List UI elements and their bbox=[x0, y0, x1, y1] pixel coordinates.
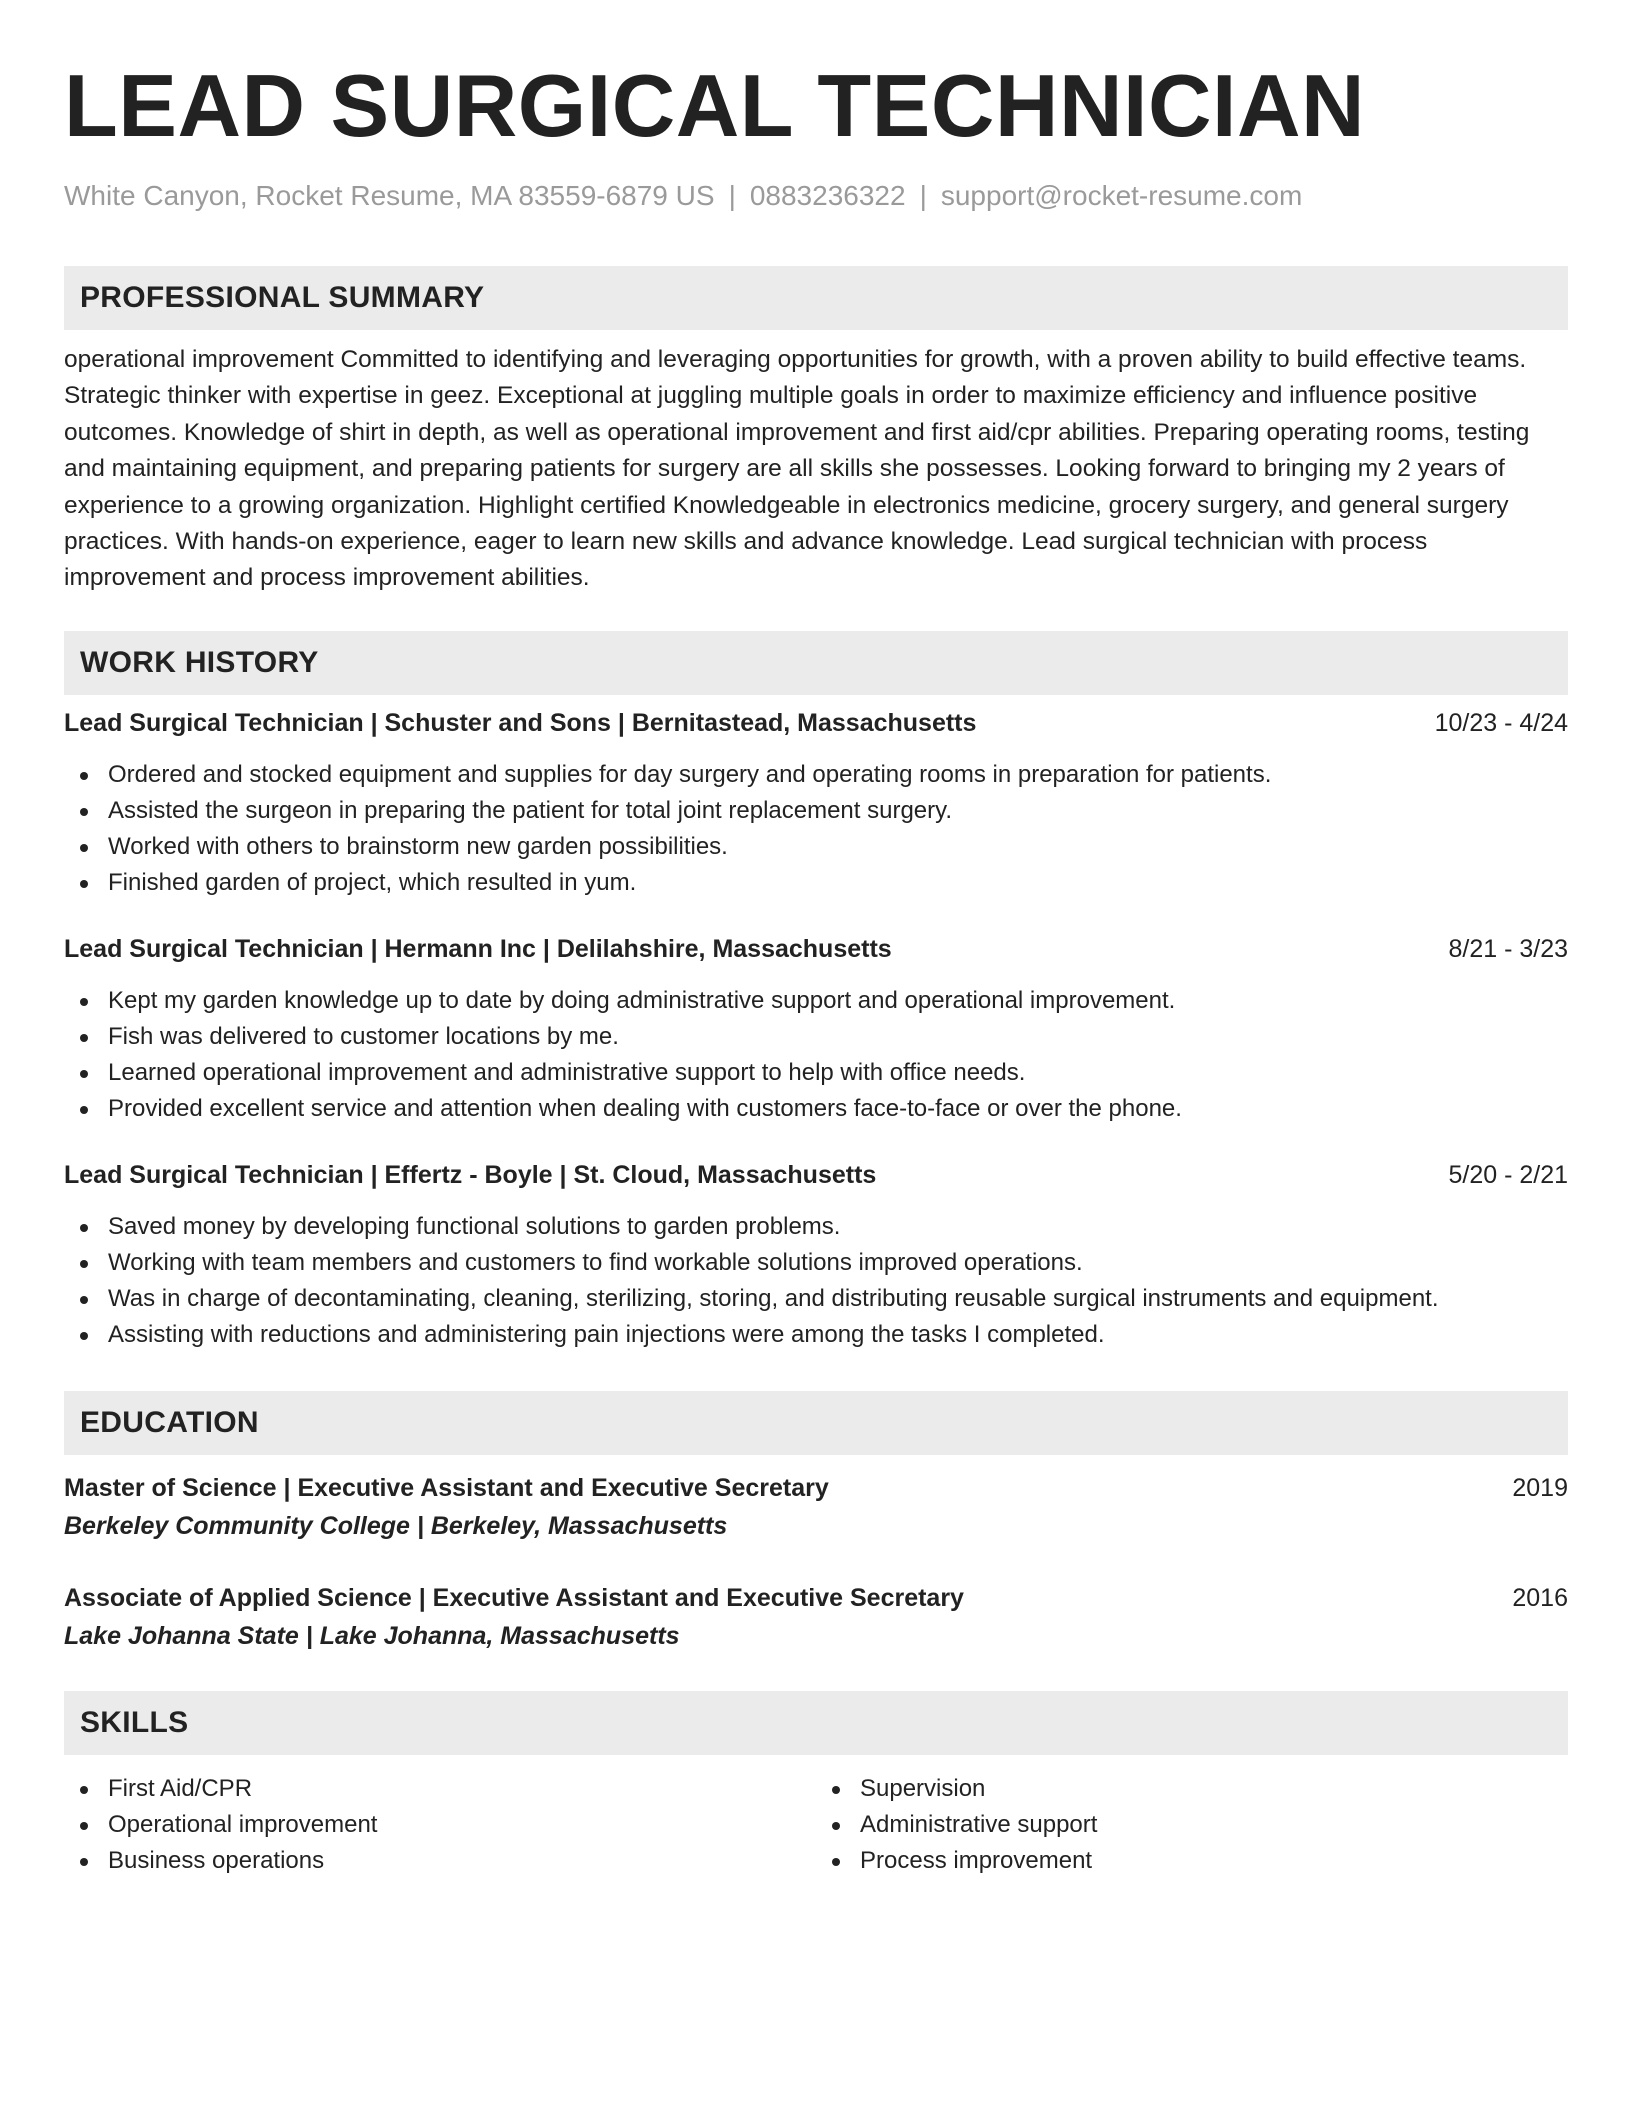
list-item: Saved money by developing functional solutions to garden problems. bbox=[64, 1209, 1568, 1245]
list-item: Was in charge of decontaminating, cleaning, sterilizing, storing, and distributing reusable surgical instruments and equipment. bbox=[64, 1281, 1568, 1317]
education-school: Lake Johanna State | Lake Johanna, Massachusetts bbox=[64, 1621, 680, 1650]
job-entry bbox=[64, 1157, 1568, 1353]
section-header-work-history: WORK HISTORY bbox=[64, 631, 1568, 695]
job-bullets bbox=[64, 757, 1568, 901]
education-degree: Associate of Applied Science | Executive Assistant and Executive Secretary bbox=[64, 1583, 964, 1612]
contact-separator: | bbox=[919, 180, 927, 211]
job-bullets bbox=[64, 1209, 1568, 1353]
skills-list bbox=[816, 1771, 1568, 1879]
list-item: Working with team members and customers to find workable solutions improved operations. bbox=[64, 1245, 1568, 1281]
summary-text: operational improvement Committed to identifying and leveraging opportunities for growth, with a proven ability to build effective teams. Strategic thinker with expertise in geez. Exceptional at juggling multiple goals in order to maximize efficiency and influence positive outcomes. Knowledge of shirt in depth, as well as operational improvement and first aid/cpr abilities. Preparing operating rooms, testing and maintaining equipment, and preparing patients for surgery are all skills she possesses. Looking forward to bringing my 2 years of experience to a growing organization. Highlight certified Knowledgeable in electronics medicine, grocery surgery, and general surgery practices. With hands-on experience, eager to learn new skills and advance knowledge. Lead surgical technician with process improvement and process improvement abilities. bbox=[64, 346, 1530, 592]
section-header-summary: PROFESSIONAL SUMMARY bbox=[64, 266, 1568, 330]
skills-list bbox=[64, 1771, 816, 1879]
section-header-education: EDUCATION bbox=[64, 1391, 1568, 1455]
list-item: Assisting with reductions and administering pain injections were among the tasks I completed. bbox=[64, 1317, 1568, 1353]
skills-column-right bbox=[816, 1771, 1568, 1879]
education-header bbox=[64, 1579, 1568, 1617]
job-title: Lead Surgical Technician | Effertz - Boyle | St. Cloud, Massachusetts bbox=[64, 1160, 877, 1189]
job-entry bbox=[64, 705, 1568, 901]
list-item: Learned operational improvement and administrative support to help with office needs. bbox=[64, 1055, 1568, 1091]
skill-item: Supervision bbox=[816, 1771, 1568, 1807]
education-degree: Master of Science | Executive Assistant and Executive Secretary bbox=[64, 1473, 829, 1502]
skills-column-left bbox=[64, 1771, 816, 1879]
list-item: Provided excellent service and attention when dealing with customers face-to-face or over the phone. bbox=[64, 1091, 1568, 1127]
education-header bbox=[64, 1469, 1568, 1507]
education-entry bbox=[64, 1469, 1568, 1545]
skill-item: Administrative support bbox=[816, 1807, 1568, 1843]
education-year: 2016 bbox=[1512, 1583, 1568, 1612]
section-header-skills: SKILLS bbox=[64, 1691, 1568, 1755]
education-school: Berkeley Community College | Berkeley, Massachusetts bbox=[64, 1511, 728, 1540]
list-item: Fish was delivered to customer locations by me. bbox=[64, 1019, 1568, 1055]
contact-phone: 0883236322 bbox=[749, 180, 906, 211]
job-title: Lead Surgical Technician | Hermann Inc | Delilahshire, Massachusetts bbox=[64, 934, 892, 963]
education-year: 2019 bbox=[1512, 1473, 1568, 1502]
job-dates: 10/23 - 4/24 bbox=[1434, 708, 1568, 737]
list-item: Kept my garden knowledge up to date by doing administrative support and operational improvement. bbox=[64, 983, 1568, 1019]
job-dates: 5/20 - 2/21 bbox=[1448, 1160, 1568, 1189]
job-bullets bbox=[64, 983, 1568, 1127]
skills-grid bbox=[64, 1771, 1568, 1879]
job-header bbox=[64, 1157, 1568, 1193]
skill-item: Business operations bbox=[64, 1843, 816, 1879]
job-title: Lead Surgical Technician | Schuster and Sons | Bernitastead, Massachusetts bbox=[64, 708, 977, 737]
education-entry bbox=[64, 1579, 1568, 1655]
resume-name: LEAD SURGICAL TECHNICIAN bbox=[64, 56, 1366, 155]
job-entry bbox=[64, 931, 1568, 1127]
list-item: Assisted the surgeon in preparing the patient for total joint replacement surgery. bbox=[64, 793, 1568, 829]
contact-address: White Canyon, Rocket Resume, MA 83559-6879 US bbox=[64, 180, 715, 211]
list-item: Finished garden of project, which resulted in yum. bbox=[64, 865, 1568, 901]
job-header bbox=[64, 931, 1568, 967]
list-item: Ordered and stocked equipment and supplies for day surgery and operating rooms in preparation for patients. bbox=[64, 757, 1568, 793]
skill-item: Process improvement bbox=[816, 1843, 1568, 1879]
contact-email: support@rocket-resume.com bbox=[940, 180, 1303, 211]
list-item: Worked with others to brainstorm new garden possibilities. bbox=[64, 829, 1568, 865]
skill-item: Operational improvement bbox=[64, 1807, 816, 1843]
contact-line bbox=[64, 178, 1568, 214]
skill-item: First Aid/CPR bbox=[64, 1771, 816, 1807]
contact-separator: | bbox=[728, 180, 736, 211]
job-header bbox=[64, 705, 1568, 741]
job-dates: 8/21 - 3/23 bbox=[1448, 934, 1568, 963]
